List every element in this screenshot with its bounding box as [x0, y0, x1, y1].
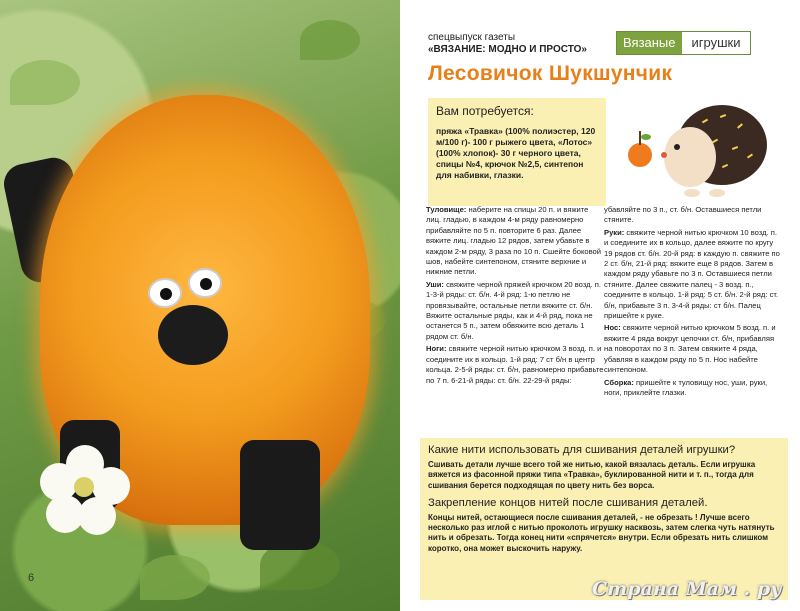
- section-text: убавляйте по 3 п., ст. б/н. Оставшиеся петли стяните.: [604, 205, 762, 225]
- edition-label: спецвыпуск газеты: [428, 32, 516, 43]
- site-watermark: Страна Мам . ру: [592, 578, 782, 600]
- materials-title: Вам потребуется:: [436, 104, 534, 118]
- section-label: Сборка:: [604, 377, 634, 387]
- page-number: 6: [28, 572, 35, 584]
- section-text: наберите на спицы 20 п. и вяжите лиц. гладью, в каждом 4-м ряду равномерно прибавляйте по 5 п. повторите 6 раз. Далее вяжите лиц. гладью 12 рядов, затем убавьте в каждом 2-м ряду, 3 раза по 10 п. Сшейте боковой шов, набейте синтепоном, стяните верхние и нижние петли.: [426, 205, 602, 277]
- toy-nose: [158, 305, 228, 365]
- tip-question: Закрепление концов нитей после сшивания деталей.: [428, 496, 708, 509]
- category-tab: [616, 31, 751, 55]
- leaf: [300, 20, 360, 60]
- section-label: Туловище:: [426, 205, 467, 214]
- publication-header: [428, 32, 587, 56]
- toy-eye: [148, 278, 182, 308]
- magazine-name: «ВЯЗАНИЕ: МОДНО И ПРОСТО»: [428, 44, 587, 55]
- tip-answer: Сшивать детали лучше всего той же нитью, какой вязалась деталь. Если игрушка вяжется из фасонной пряжи типа «Травка», буклированной нити и т. п., тогда для сшивания берется подходящая по цвету нить без ворса.: [428, 460, 756, 490]
- instructions-left-column: [426, 205, 604, 388]
- materials-box: [428, 98, 606, 206]
- instructions-right-column: [604, 205, 782, 400]
- tip-answer: Концы нитей, остающиеся после сшивания деталей, - не обрезать ! Лучше всего несколько раз иглой с нитью проколоть игрушку насквозь, затем слегка чуть натянуть нить и обрезать. Тогда конец нити «спрячется» внутри. Если обрезать нить слишком коротко, она может выскочить наружу.: [428, 512, 775, 553]
- tips-box: [420, 438, 788, 600]
- text-page: [400, 0, 800, 611]
- white-flower: [40, 445, 130, 535]
- materials-text: пряжа «Травка» (100% полиэстер, 120 м/100 г)- 100 г рыжего цвета, «Лотос» (100% хлопок)- 30 г черного цвета, спицы №4, крючок №2,5, синтепон для набивки, глазки.: [436, 126, 596, 180]
- section-text: свяжите черной нитью крючком 5 возд. п. и вяжите 4 ряда вокруг цепочки ст. б/н, прибавляя на поворотах по 3 п. Затем свяжите 4 ряда, убавляя в каждом ряду по 5 п. Нос набейте синтепоном.: [604, 323, 776, 375]
- toy-eye: [188, 268, 222, 298]
- category-primary: Вязаные: [617, 32, 682, 54]
- hedgehog-illustration: [622, 95, 772, 200]
- section-label: Нос:: [604, 323, 621, 333]
- section-label: Уши:: [426, 279, 444, 289]
- section-text: свяжите черной нитью крючком 10 возд. п. и соедините их в кольцо, далее вяжите по кругу 19 рядов ст. б/н. 20-й ряд: в каждую п. свяжите по 2 ст. б/н, 21-й ряд: вяжите еще 8 рядов. Затем в каждом ряду убавьте по 3 п. Оставшиеся петли стяните. Далее свяжите палец - 3 возд. п., соедините в кольцо. 1-й ряд: 5 ст. б/н. 2-й ряд: ст. б/н, прибавьте 3 п. 3-4-й ряды: ст б/н. Палец пришейте к руке.: [604, 227, 780, 321]
- section-text: пришейте к туловищу нос, уши, руки, ноги, приклейте глазки.: [604, 377, 768, 397]
- section-text: свяжите черной пряжей крючком 20 возд. п. 1-3-й ряды: ст. б/н. 4-й ряд: 1-ю петлю не провязывайте, остальные петли вяжите ст. б/н. Вяжите остальные ряды, как и 4-й ряд, пока не останется 5 п., затем обвяжите всю деталь 1 рядом ст. б/н.: [426, 279, 602, 341]
- category-secondary: игрушки: [682, 32, 751, 54]
- section-label: Ноги:: [426, 344, 447, 354]
- article-title: Лесовичок Шукшунчик: [428, 62, 673, 85]
- tip-question: Какие нити использовать для сшивания деталей игрушки?: [428, 444, 736, 456]
- leaf: [140, 555, 210, 600]
- leaf: [10, 60, 80, 105]
- section-label: Руки:: [604, 227, 625, 237]
- section-text: свяжите черной нитью крючком 3 возд. п. и соедините их в кольцо. 1-й ряд: 7 ст б/н в центр кольца. 2-5-й ряды: ст. б/н, равномерно прибавьте по 7 п. 6-21-й ряды: ст. б/н. 22-29-й ряды:: [426, 344, 604, 385]
- toy-leg: [240, 440, 320, 550]
